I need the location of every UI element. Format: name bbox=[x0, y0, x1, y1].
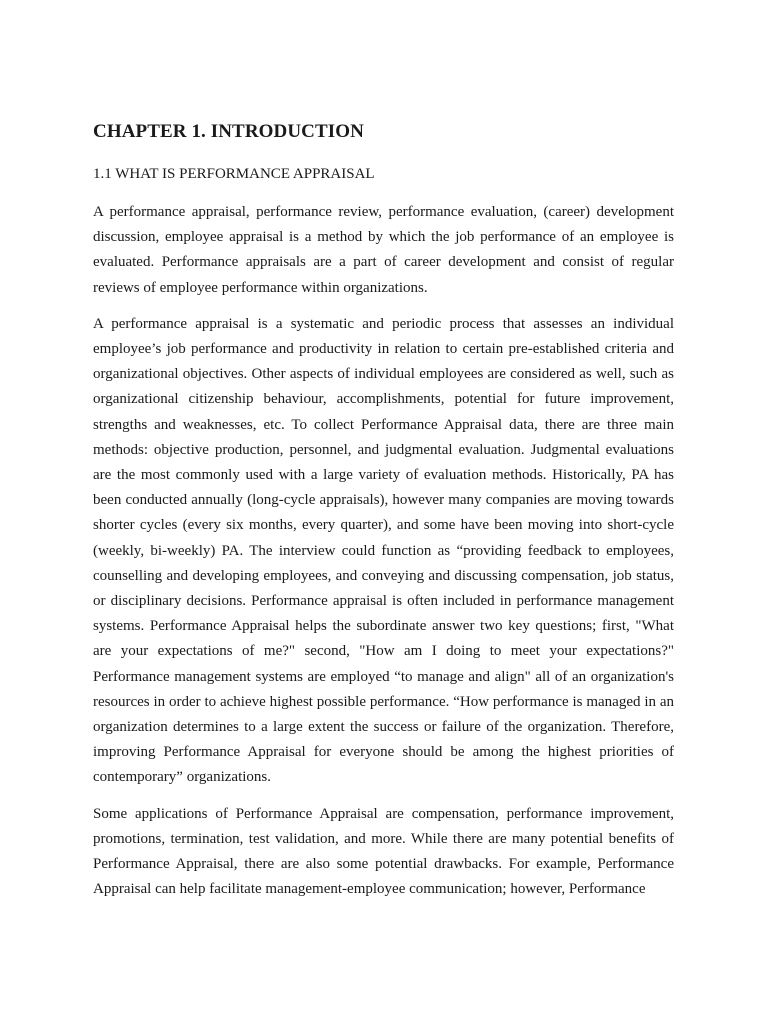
paragraph-definition: A performance appraisal, performance review, performance evaluation, (career) development discussion, employee appraisal is a method by which the job performance of an employee is evaluated. Performance appraisals are a part of career development and consist of regular reviews of employee performance within organizations. bbox=[93, 204, 674, 296]
section-title: 1.1 WHAT IS PERFORMANCE APPRAISAL bbox=[93, 166, 375, 182]
paragraph-process: A performance appraisal is a systematic and periodic process that assesses an individual employee’s job performance and productivity in relation to certain pre-established criteria and organizational objectives. Other aspects of individual employees are considered as well, such as organizational citizenship behaviour, accomplishments, potential for future improvement, strengths and weaknesses, etc. To collect Performance Appraisal data, there are three main methods: objective production, personnel, and judgmental evaluation. Judgmental evaluations are the most commonly used with a large variety of evaluation methods. Historically, PA has been conducted annually (long-cycle appraisals), however many companies are moving towards shorter cycles (every six months, every quarter), and some have been moving into short-cycle (weekly, bi-weekly) PA. The interview could function as “providing feedback to employees, counselling and developing employees, and conveying and discussing compensation, job status, or disciplinary decisions. Performance appraisal is often included in performance management systems. Performance Appraisal helps the subordinate answer two key questions; first, "What are your expectations of me?" second, "How am I doing to meet your expectations?" Performance management systems are employed “to manage and align" all of an organization's resources in order to achieve highest possible performance. “How performance is managed in an organization determines to a large extent the success or failure of the organization. Therefore, improving Performance Appraisal for everyone should be among the highest priorities of contemporary” organizations. bbox=[93, 315, 674, 786]
page-content bbox=[93, 118, 674, 902]
paragraph-applications: Some applications of Performance Appraisal are compensation, performance improvement, promotions, termination, test validation, and more. While there are many potential benefits of Performance Appraisal, there are also some potential drawbacks. For example, Performance Appraisal can help facilitate management-employee communication; however, Performance bbox=[93, 805, 674, 898]
chapter-title: CHAPTER 1. INTRODUCTION bbox=[93, 121, 364, 142]
